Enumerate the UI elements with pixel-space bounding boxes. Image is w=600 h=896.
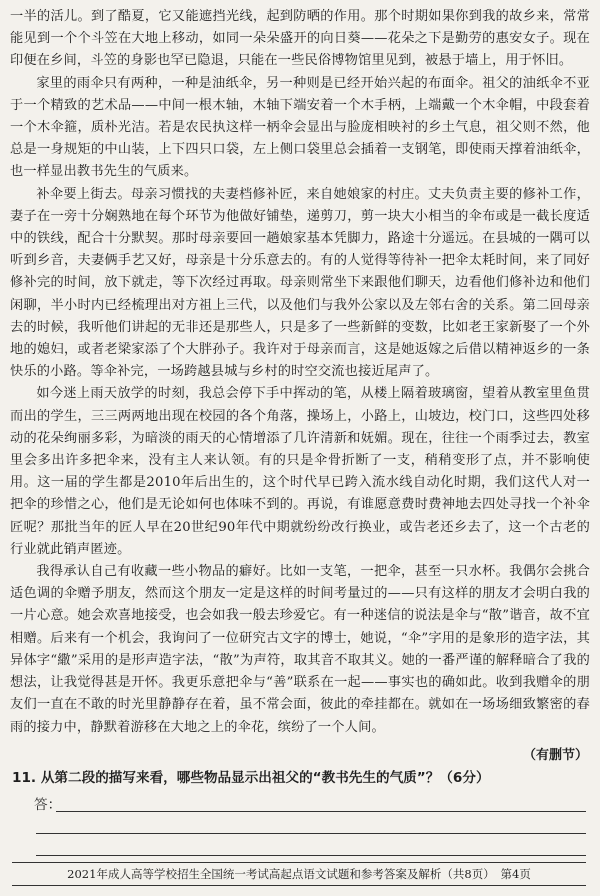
abridged-note: （有删节） <box>522 748 588 763</box>
page-footer <box>12 862 586 886</box>
paragraph-1: 一半的活儿。到了酷夏，它又能遮挡光线，起到防晒的作用。那个时期如果你到我的故乡来，常常能见到一个个斗笠在大地上移动，如同一朵朵盛开的向日葵——花朵之下是勤劳的惠安女子。现在印便在乡间，斗笠的身影也罕已隐退，只能在一些民俗博物馆里见到，被悬于墙上，用于怀旧。 <box>10 9 590 69</box>
question-11: 11. 从第二段的描写来看，哪些物品显示出祖父的“教书先生的气质”？（6分） <box>12 770 490 786</box>
paragraph-4: 如今迷上雨天放学的时刻，我总会停下手中挥动的笔，从楼上隔着玻璃窗，望着从教室里鱼贯而出的学生，三三两两地出现在校园的各个角落，操场上，小路上，山坡边，校门口，这些四处移动的花朵绚丽多彩，为暗淡的雨天的心情增添了几许清新和妩媚。现在，往往一个雨季过去，教室里会多出许多把伞来，没有主人来认领。有的只是伞骨折断了一支，稍稍变形了点，并不影响使用。这一届的学生都是2010年后出生的，这个时代早已跨入流水线自动化时期，我们这代人对一把伞的珍惜之心，他们是无论如何也体味不到的。再说，有谁愿意费时费神地去四处寻找一个补伞匠呢？那批当年的匠人早在20世纪90年代中期就纷纷改行换业，或告老还乡去了，这一个古老的行业就此销声匿迹。 <box>10 386 590 557</box>
answer-line-1[interactable] <box>56 811 586 812</box>
paragraph-3: 补伞要上街去。母亲习惯找的夫妻档修补匠，来自她娘家的村庄。丈夫负责主要的修补工作，妻子在一旁十分娴熟地在每个环节为他做好铺垫，递剪刀，剪一块大小相当的伞布或是一截长度适中的铁线，配合十分默契。那时母亲要回一趟娘家基本凭脚力，路途十分遥远。在县城的一隅可以听到乡音，夫妻俩手艺又好，母亲是十分乐意去的。有的人觉得等待补一把伞太耗时间，来了同好修补完的时间，放下就走，等下次经过再取。母亲则常坐下来跟他们聊天，边看他们修补边和他们闲聊，半小时内已经梳理出对方祖上三代，以及他们与我外公家以及左邻右舍的关系。第二回母亲去的时候，我听他们讲起的无非还是那些人，只是多了一些新鲜的变数，比如老王家新娶了一个外地的媳妇，或者老梁家添了个大胖孙子。我许对于母亲而言，这是她返嫁之后借以精神返乡的一条快乐的小路。等伞补完，一场跨越县城与乡村的时空交流也接近尾声了。 <box>10 186 590 380</box>
answer-line-3[interactable] <box>36 855 586 856</box>
paragraph-2: 家里的雨伞只有两种，一种是油纸伞，另一种则是已经开始兴起的布面伞。祖父的油纸伞不亚于一个精致的艺术品——中间一根木轴，木轴下端安着一个木手柄，上端戴一个木伞帽，中段套着一个木伞箍，质朴光洁。若是农民执这样一柄伞会显出与脸庞相映衬的乡土气息，祖父则不然，他总是一身规矩的中山装，上下四只口袋，左上侧口袋里总会插着一支钢笔，即使雨天撑着油纸伞，也一样显出教书先生的气质来。 <box>10 75 590 180</box>
answer-label: 答： <box>34 797 62 813</box>
reading-passage <box>10 6 590 739</box>
answer-line-2[interactable] <box>36 833 586 834</box>
paragraph-5: 我得承认自己有收藏一些小物品的癖好。比如一支笔，一把伞，甚至一只水杯。我偶尔会挑合适色调的伞赠予朋友，然而这个朋友一定是这样的时间考量过的——只有这样的朋友才会明白我的一片心意。她会欢喜地接受，也会如我一般去珍爱它。有一种迷信的说法是伞与“散”谐音，故不宜相赠。后来有一个机会，我询问了一位研究古文字的博士，她说，“伞”字用的是象形的造字法，其异体字“繖”采用的是形声造字法，“散”为声符，取其音不取其义。她的一番严谨的解释暗合了我的想法，让我觉得甚是开怀。我更乐意把伞与“善”联系在一起——事实也的确如此。收到我赠伞的朋友们一直在不敢的时光里静静存在着，虽不常会面，彼此的牵挂都在。就如在一场场细致繁密的春雨的接力中，静默着游移在大地之上的伞花，缤纷了一个人间。 <box>10 564 590 735</box>
footer-text: 2021年成人高等学校招生全国统一考试高起点语文试题和参考答案及解析（共8页） 第4页 <box>67 867 531 881</box>
